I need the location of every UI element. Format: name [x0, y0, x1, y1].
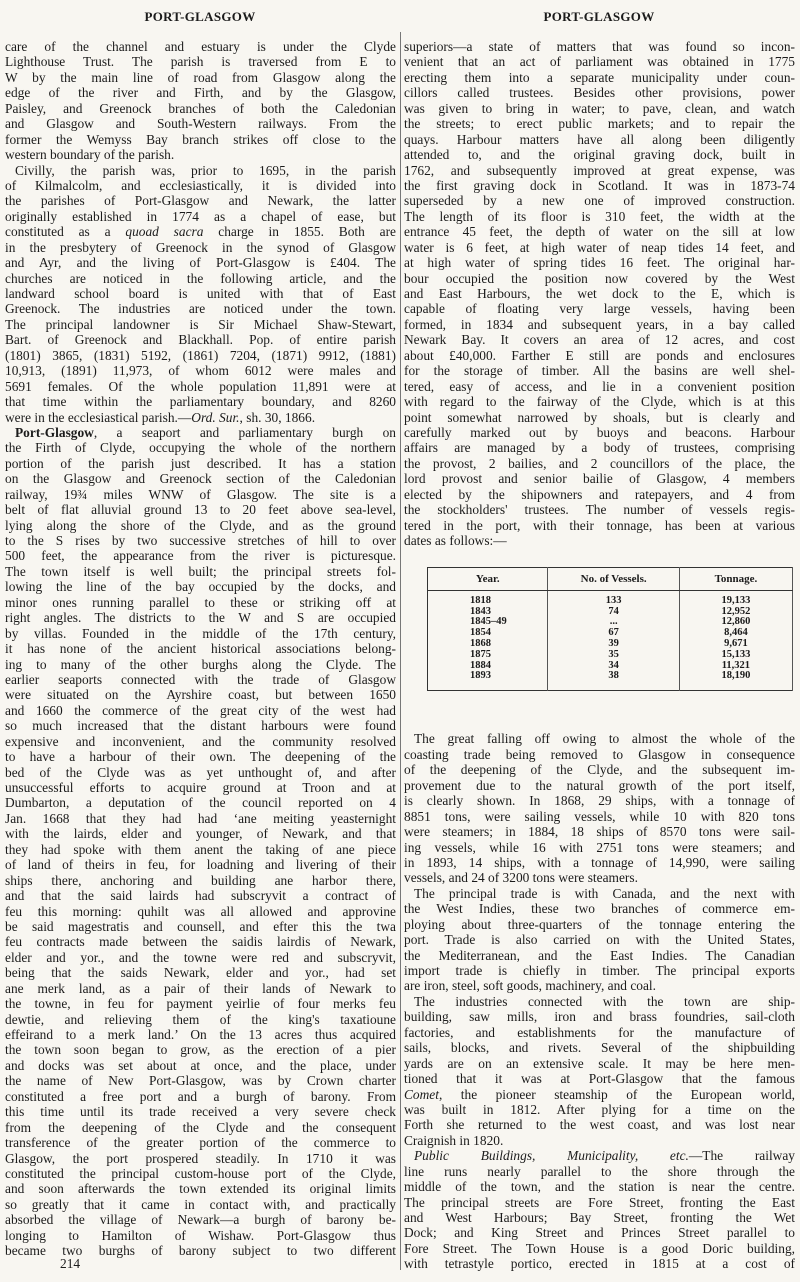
text-segment: —The railway [688, 1148, 795, 1164]
text-line: of the deepening of the Clyde, and the subsequent im- [404, 762, 795, 778]
text-line: tered, easy of access, and lie in a convenient position [404, 378, 795, 394]
text-line: the parishes of Port-Glasgow and Newark, the latter [5, 193, 396, 209]
text-line: portion of the parish just described. It has a station [5, 455, 396, 471]
text-segment: , sh. 30, 1866. [239, 409, 316, 425]
year-cell: 1868 [470, 637, 491, 649]
text-line: 8851 tons, were sailing vessels, while 10 with 820 tons [404, 808, 795, 824]
vessel-count-cell: 74 [608, 605, 619, 617]
text-line: ing vessels, while 16 with 2751 tons were steamers; and [404, 839, 795, 855]
table-header-row [428, 568, 793, 591]
text-line: Lighthouse Trust. The parish is traversed from E to [5, 54, 396, 70]
year-cell: 1818 [470, 594, 491, 606]
vessel-count-cell: 67 [608, 627, 619, 639]
text-line: Glasgow, the port prospered steadily. In 1710 it was [5, 1150, 396, 1166]
text-line: and that the said lairds had subscryvit a contract of [5, 888, 396, 904]
text-line: from the deepening of the Clyde and the consequent [5, 1119, 396, 1135]
text-line: longing to Hamilton of Wishaw. Port-Glasgow thus [5, 1227, 396, 1243]
tonnage-cell: 12,860 [721, 616, 751, 628]
paragraph [5, 163, 396, 425]
text-segment: , the pioneer steamship of the European world, [438, 1086, 795, 1102]
text-line: landward school board is united with that of East [5, 286, 396, 301]
text-line: 5691 females. Of the whole population 11,891 were at [5, 378, 396, 394]
text-line: The principal landowner is Sir Michael Shaw-Stewart, [5, 316, 396, 332]
tonnage-cell: 19,133 [721, 594, 751, 606]
text-line: dewtie, and relieving them of the king's taxatioune [5, 1011, 396, 1027]
text-line: factories, and establishments for the manufacture of [404, 1024, 795, 1040]
text-line: and Glasgow and South-Western railways. From the [5, 116, 396, 132]
text-line: and 1660 the commerce of the great city of the west had [5, 702, 396, 718]
text-line: so much increased that the distant harbours were found [5, 718, 396, 734]
text-line: and soon afterwards the town extended its original limits [5, 1181, 396, 1197]
text-line: superiors—a state of matters that was found so incon- [404, 39, 795, 54]
text-line: Forth she returned to the west coast, and was lost near [404, 1117, 795, 1133]
text-segment: charge in 1855. Both are [203, 224, 396, 240]
text-line: this time until its trade received a very severe check [5, 1104, 396, 1120]
text-line: with the lairds, elder and younger, of Newark, and that [5, 826, 396, 842]
text-line: tioned that it was at Port-Glasgow that the famous [404, 1071, 795, 1087]
text-line: port. Trade is also carried on with the United States, [404, 932, 795, 948]
text-line: the Mediterranean, and the East Indies. The Canadian [404, 947, 795, 963]
tonnage-cell: 18,190 [721, 670, 751, 682]
italic-text: quoad sacra [125, 224, 204, 240]
year-cells [428, 590, 548, 690]
text-line: sails, blocks, and rivets. Several of the shipbuilding [404, 1040, 795, 1056]
text-line: minor ones running parallel to these or striking off at [5, 594, 396, 610]
year-cell: 1845–49 [470, 616, 507, 628]
text-line: the name of New Port-Glasgow, was by Crown charter [5, 1073, 396, 1089]
text-line: is clearly shown. In 1868, 29 ships, with a tonnage of [404, 793, 795, 809]
text-line: was given to bring in water; to pave, clean, and watch [404, 100, 795, 116]
text-line: Dumbarton, a deputation of the council reported on 4 [5, 795, 396, 811]
text-line: Paisley, and Greenock branches of both the Caledonian [5, 100, 396, 116]
text-line: Bart. of Greenock and Blackhall. Pop. of entire parish [5, 332, 396, 348]
tonnage-cell: 8,464 [724, 627, 748, 639]
text-line: 500 feet, the appearance from the river is picturesque. [5, 548, 396, 564]
text-line: that time within the parliamentary boundary, and 8260 [5, 394, 396, 410]
left-column [5, 39, 396, 1259]
text-line: constituted the principal custom-house port of the Clyde, [5, 1165, 396, 1181]
text-line: expensive and inconvenient, and the community resolved [5, 733, 396, 749]
text-line: Craignish in 1820. [404, 1132, 504, 1148]
text-line: superseded by a new one of improved construction. [404, 193, 795, 209]
text-line: the Firth of Clyde, occupying the whole of the northern [5, 440, 396, 456]
text-line: the first graving dock in Scotland. It was in 1873-74 [404, 177, 795, 193]
text-line: earlier seaports connected with the trade of Glasgow [5, 671, 396, 687]
text-line: for the storage of timber. All the basins are well shel- [404, 363, 795, 379]
text-line: originally established in 1774 as a chapel of ease, but [5, 208, 396, 224]
text-line: became two burghs of barony subject to two different [5, 1243, 396, 1259]
text-line: are iron, steel, soft goods, machinery, and coal. [404, 978, 656, 994]
text-line: belt of flat alluvial ground 13 to 20 feet above sea-level, [5, 502, 396, 518]
tonnage-cell: 15,133 [721, 648, 751, 660]
text-line: effeirand to a merk land.’ On the 13 acres thus acquired [5, 1027, 396, 1042]
year-cell: 1884 [470, 659, 491, 671]
text-line: Jan. 1668 that they had had ‘ane meiting yeasternight [5, 810, 396, 826]
text-line: the provost, 2 bailies, and 2 councillors of the place, the [404, 455, 795, 471]
text-line: railway, 19¾ miles WNW of Glasgow. The site is a [5, 486, 396, 502]
text-line: and docks was set about at once, and the place, under [5, 1057, 396, 1073]
text-line: to the S rises by two successive stretches of hill to over [5, 533, 396, 548]
text-line: affairs are managed by a body of trustees, comprising [404, 440, 795, 456]
text-line: about £40,000. Farther E still are ponds and enclosures [404, 347, 795, 363]
running-header-left: PORT-GLASGOW [144, 9, 256, 24]
text-line: lying along the shore of the Clyde, and as the ground [5, 517, 396, 533]
text-line: carefully marked out by buoys and beacons. Harbour [404, 424, 795, 440]
text-line: 10,913, (1891) 11,973, of whom 6012 were males and [5, 363, 396, 379]
year-cell: 1843 [470, 605, 491, 617]
text-line: dates as follows:— [404, 533, 507, 548]
text-line: at high water of spring tides 16 feet. The original har- [404, 255, 795, 271]
text-line: they had spoke with them anent the taking of ane piece [5, 841, 396, 857]
vessel-count-cell: ... [609, 616, 618, 628]
text-line: coasting trade being removed to Glasgow in consequence [404, 746, 795, 762]
paragraph [404, 39, 795, 548]
running-header-right: PORT-GLASGOW [543, 9, 655, 24]
text-line: quays. Harbour matters have all along been diligently [404, 131, 795, 147]
column-divider [400, 32, 401, 1270]
text-line: was built in 1812. After plying for a time on the [404, 1101, 795, 1117]
text-line: former the Wemyss Bay branch strikes off close to the [5, 131, 396, 147]
text-line: Fore Street. The Town House is a good Doric building, [404, 1240, 795, 1256]
text-line: edge of the river and Firth, and by the Glasgow, [5, 85, 396, 101]
vessel-count-cells [548, 590, 679, 690]
text-line: care of the channel and estuary is under the Clyde [5, 39, 396, 54]
text-line: the streets; to erect public markets; and to repair the [404, 116, 795, 132]
text-line: ploying about three-quarters of the tonnage entering the [404, 916, 795, 932]
text-line: western boundary of the parish. [5, 147, 175, 163]
text-line: with tetrastyle portico, erected in 1815 at a cost of [404, 1256, 795, 1272]
text-line: bed of the Clyde was as yet unthought of, and after [5, 764, 396, 780]
text-line [404, 1148, 795, 1163]
paragraph [5, 425, 396, 1259]
text-line [404, 1087, 795, 1102]
text-segment: constituted as a [5, 224, 126, 240]
text-line: of land of theirs in feu, for loadning and livering of their [5, 857, 396, 873]
right-column-bottom-text [404, 731, 795, 1271]
text-line: were situated on the Ayrshire coast, but between 1650 [5, 687, 396, 703]
text-line: bour occupied the position now covered by the West [404, 270, 795, 286]
paragraph [404, 994, 795, 1148]
italic-text: Comet [404, 1086, 439, 1102]
text-line: were steamers; in 1884, 18 ships of 8570 tons were sail- [404, 824, 795, 840]
text-line: the West Indies, these two branches of commerce em- [404, 901, 795, 917]
text-line: to have a harbour of their own. The deepening of the [5, 749, 396, 765]
text-line: the towne, in feu for payment yeirlie of four merks feu [5, 996, 396, 1012]
tonnage-cell: 9,671 [724, 637, 748, 649]
text-line: in 1893, 14 ships, with a tonnage of 14,990, were sailing [404, 854, 795, 870]
text-line: feu this morning: quhilt was all allowed and approvine [5, 903, 396, 919]
text-line: yards are on an extensive scale. It may be here men- [404, 1055, 795, 1071]
text-line: entrance 45 feet, the depth of water on the sill at low [404, 224, 795, 240]
year-cell: 1893 [470, 670, 491, 682]
text-line: W by the main line of road from Glasgow along the [5, 69, 396, 85]
italic-text: Public Buildings, Municipality, etc. [414, 1148, 689, 1164]
tonnage-cell: 11,321 [721, 659, 751, 671]
text-line: ane merk land, as a pair of their lands of Newark to [5, 980, 396, 996]
text-line: churches are noticed in the following article, and the [5, 270, 396, 286]
text-line: import trade is chiefly in timber. The principal exports [404, 963, 795, 978]
text-line: tered in the port, with their tonnage, has been at various [404, 517, 795, 533]
text-line: in the presbytery of Greenock in the synod of Glasgow [5, 239, 396, 255]
text-line: be said magestratis and counsell, and efter this the twa [5, 918, 396, 934]
text-line [5, 224, 396, 239]
text-line: ships there, anchoring and building ane harbor there, [5, 872, 396, 888]
text-line: The principal streets are Fore Street, fronting the East [404, 1194, 795, 1210]
right-column-top-text [404, 39, 795, 548]
text-line: Civilly, the parish was, prior to 1695, in the parish [15, 162, 396, 178]
text-line: by villas. Founded in the middle of the 17th century, [5, 625, 396, 641]
text-line: 1762, and subsequently improved at great expense, was [404, 162, 795, 178]
text-line: The industries connected with the town are ship- [414, 993, 795, 1009]
column-header-year: Year. [428, 568, 548, 591]
column-header-vessels: No. of Vessels. [548, 568, 679, 591]
text-line [5, 410, 396, 425]
text-line: absorbed the village of Newark—a burgh of barony be- [5, 1212, 396, 1228]
page-number: 214 [60, 1256, 81, 1271]
text-line: and West Harbours; Bay Street, fronting the Wet [404, 1210, 795, 1225]
text-segment: , a seaport and parliamentary burgh on [93, 424, 396, 440]
text-line: cillors called trustees. Besides other provisions, power [404, 85, 795, 101]
vessel-count-cell: 38 [608, 670, 619, 682]
text-line: The length of its floor is 310 feet, the width at the [404, 208, 795, 224]
vessel-count-cell: 39 [608, 637, 619, 649]
text-line: unsuccessful efforts to acquire ground at Troon and at [5, 780, 396, 795]
text-line: feu contracts made between the saidis lairdis of Newark, [5, 934, 396, 950]
text-line: it has none of the ancient historical associations belong- [5, 641, 396, 657]
tonnage-cells [679, 590, 792, 690]
text-line: so greatly that it came in contact with, and practically [5, 1196, 396, 1212]
year-cell: 1854 [470, 627, 491, 639]
text-line: provement due to the natural growth of the port itself, [404, 777, 795, 793]
text-line: the town soon began to grow, as the erection of a pier [5, 1042, 396, 1058]
text-line [5, 425, 396, 440]
text-line: Dock; and King Street and Princes Street parallel to [404, 1225, 795, 1241]
table-body [428, 590, 793, 690]
text-line: venient that an act of parliament was obtained in 1775 [404, 54, 795, 70]
text-line: constituted a free port and a burgh of barony. From [5, 1088, 396, 1104]
text-line: (1801) 3865, (1831) 5192, (1861) 7204, (1871) 9912, (1881) [5, 347, 396, 363]
text-line: on the Glasgow and Greenock section of the Caledonian [5, 471, 396, 487]
text-line: and Ayr, and the living of Port-Glasgow is £404. The [5, 255, 396, 271]
text-line: line runs nearly parallel to the shore through the [404, 1163, 795, 1179]
text-line: The principal trade is with Canada, and the next with [414, 885, 795, 901]
text-line: The town itself is well built; the principal streets fol- [5, 563, 396, 579]
paragraph [404, 731, 795, 885]
column-header-tonnage: Tonnage. [679, 568, 792, 591]
text-line: water is 6 feet, at high water of neap tides 14 feet, and [404, 239, 795, 255]
paragraph [404, 1148, 795, 1272]
text-line: attended to, and the original graving dock, built in [404, 147, 795, 163]
text-line: being that the saids Newark, elder and yor., had set [5, 965, 396, 981]
text-line: vessels, and 24 of 3200 tons were steamers. [404, 870, 638, 886]
text-segment: were in the ecclesiastical parish.— [5, 409, 192, 425]
text-line: lord provost and senior bailie of Glasgow, 4 members [404, 471, 795, 487]
vessel-count-cell: 35 [608, 648, 619, 660]
text-line: Greenock. The industries are noticed under the town. [5, 301, 396, 317]
text-line: erecting them into a separate municipality under coun- [404, 69, 795, 85]
text-line: the stockholders' trustees. The number of vessels regis- [404, 502, 795, 518]
text-line: capable of floating very large vessels, having been [404, 301, 795, 317]
text-line: transference of the greater portion of the commerce to [5, 1135, 396, 1151]
tonnage-cell: 12,952 [721, 605, 751, 617]
text-line: formed, in 1834 and subsequent years, in a bay called [404, 316, 795, 332]
text-line: ing to many of the other burghs along the Clyde. The [5, 656, 396, 672]
italic-text: Ord. Sur. [191, 409, 240, 425]
text-line: building, saw mills, iron and brass foundries, sail-cloth [404, 1009, 795, 1025]
text-line: middle of the town, and the station is near the centre. [404, 1179, 795, 1195]
text-line: point somewhat narrowed by shoals, but is clearly and [404, 409, 795, 425]
text-line: and East Harbours, the wet dock to the E, which is [404, 286, 795, 301]
text-line: lowing the line of the bay occupied by the docks, and [5, 579, 396, 595]
text-line: elder and yor., and the towne were red and subscryvit, [5, 949, 396, 965]
text-line: Newark Bay. It covers an area of 12 acres, and cost [404, 332, 795, 348]
text-line: elected by the shipowners and ratepayers, and 4 from [404, 486, 795, 502]
vessel-count-cell: 133 [605, 594, 622, 606]
year-cell: 1875 [470, 648, 491, 660]
text-line: with regard to the fairway of the Clyde, which is at this [404, 394, 795, 410]
paragraph [5, 39, 396, 163]
paragraph [404, 886, 795, 994]
bold-text: Port-Glasgow [15, 424, 94, 440]
vessels-table [427, 567, 793, 691]
text-line: The great falling off owing to almost the whole of the [414, 731, 795, 747]
vessel-count-cell: 34 [608, 659, 619, 671]
text-line: of Kilmalcolm, and ecclesiastically, it is divided into [5, 177, 396, 193]
text-line: right angles. The districts to the W and S are occupied [5, 610, 396, 626]
